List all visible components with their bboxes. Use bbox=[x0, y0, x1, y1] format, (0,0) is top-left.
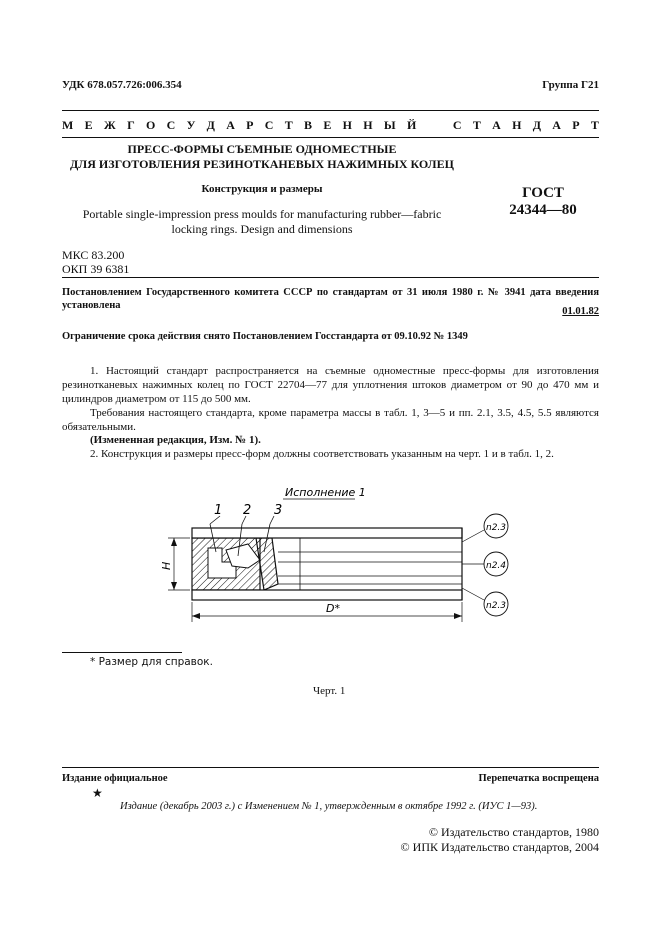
paragraph-3: 2. Конструкция и размеры пресс-форм должны соответствовать указанным на черт. 1 и в табл. 1, 2. bbox=[90, 448, 554, 460]
paragraph-1: 1. Настоящий стандарт распространяется на съемные одноместные пресс-формы для изготовления резинотканевых нажимных колец по ГОСТ 22704—77 для уплотнения штоков диаметром от 90 до 470 мм и цилиндров диаметром от 115 до 500 мм. bbox=[62, 365, 599, 405]
variant-label: Исполнение 1 bbox=[285, 486, 366, 499]
limitation-note: Ограничение срока действия снято Постановлением Госстандарта от 09.10.92 № 1349 bbox=[62, 331, 468, 342]
footnote-rule bbox=[62, 652, 182, 653]
banner-letter: В bbox=[304, 118, 313, 132]
banner-letter: С bbox=[452, 118, 462, 132]
udk-code: УДК 678.057.726:006.354 bbox=[62, 79, 182, 91]
banner-letter: Ж bbox=[103, 118, 116, 132]
title-line-2: ДЛЯ ИЗГОТОВЛЕНИЯ РЕЗИНОТКАНЕВЫХ НАЖИМНЫХ КОЛЕЦ bbox=[70, 157, 454, 171]
banner-letter: А bbox=[552, 118, 561, 132]
mould-drawing bbox=[150, 480, 530, 630]
banner-letter: Н bbox=[342, 118, 352, 132]
group-code: Группа Г21 bbox=[542, 79, 599, 91]
english-title-line-1: Portable single-impression press moulds for manufacturing rubber—fabric bbox=[82, 207, 442, 221]
effective-date: 01.01.82 bbox=[562, 306, 599, 317]
footnote: * Размер для справок. bbox=[90, 656, 213, 668]
finish-bot: n2.3 bbox=[486, 601, 507, 611]
english-title bbox=[62, 207, 462, 237]
title-line-1: ПРЕСС-ФОРМЫ СЪЕМНЫЕ ОДНОМЕСТНЫЕ bbox=[127, 142, 397, 156]
banner-letter: Т bbox=[284, 118, 293, 132]
banner-letter: Н bbox=[512, 118, 522, 132]
top-rule bbox=[62, 110, 599, 111]
document-title bbox=[62, 142, 462, 172]
leader-1: 1 bbox=[214, 503, 223, 518]
gost-label: ГОСТ bbox=[522, 185, 564, 201]
banner-letter: А bbox=[226, 118, 235, 132]
dim-d-label: D* bbox=[326, 602, 340, 615]
banner-letter: Г bbox=[127, 118, 135, 132]
copyright-1: © Издательство стандартов, 1980 bbox=[428, 825, 599, 839]
height-dimension bbox=[160, 538, 190, 590]
okp-code: ОКП 39 6381 bbox=[62, 262, 130, 276]
banner-letter: Т bbox=[590, 118, 599, 132]
footer-rule bbox=[62, 767, 599, 768]
banner-letter: Й bbox=[406, 118, 417, 132]
edition-note: Издание (декабрь 2003 г.) с Изменением № 1, утвержденным в октябре 1992 г. (ИУС 1—93). bbox=[120, 801, 538, 812]
copyright-2: © ИПК Издательство стандартов, 2004 bbox=[400, 840, 599, 854]
english-title-line-2: locking rings. Design and dimensions bbox=[171, 222, 353, 236]
banner-letter: Т bbox=[472, 118, 481, 132]
diameter-dimension bbox=[192, 602, 462, 622]
banner-letter: М bbox=[62, 118, 74, 132]
interstate-standard-banner bbox=[62, 118, 599, 133]
banner-letter: А bbox=[492, 118, 501, 132]
banner-letter: О bbox=[145, 118, 156, 132]
banner-letter: С bbox=[166, 118, 176, 132]
codes-rule bbox=[62, 277, 599, 278]
banner-letter: Д bbox=[532, 118, 541, 132]
star-mark: ★ bbox=[92, 786, 103, 800]
banner-letter: Н bbox=[363, 118, 373, 132]
banner-letter: У bbox=[186, 118, 196, 132]
official-edition: Издание официальное bbox=[62, 773, 168, 784]
banner-letter: Ы bbox=[383, 118, 396, 132]
finish-mid: n2.4 bbox=[486, 561, 507, 571]
finish-top: n2.3 bbox=[486, 523, 507, 533]
banner-letter: Д bbox=[206, 118, 215, 132]
surface-finish-marks bbox=[462, 514, 508, 616]
paragraph-2: Требования настоящего стандарта, кроме параметра массы в табл. 1, 3—5 и пп. 2.1, 3.5, 4.5, 5.5 являются обязательными. bbox=[62, 407, 599, 433]
mould-body bbox=[192, 528, 462, 600]
decree-text: Постановлением Государственного комитета СССР по стандартам от 31 июля 1980 г. № 3941 дата введения установлена bbox=[62, 287, 599, 311]
banner-letter: С bbox=[264, 118, 274, 132]
copyright-block bbox=[401, 825, 599, 855]
gost-number: 24344—80 bbox=[509, 202, 577, 218]
banner-letter: Р bbox=[572, 118, 580, 132]
leader-2: 2 bbox=[243, 503, 252, 518]
reprint-forbidden: Перепечатка воспрещена bbox=[478, 773, 599, 784]
gost-number-block bbox=[488, 185, 598, 219]
amendment-note: (Измененная редакция, Изм. № 1). bbox=[90, 434, 261, 446]
banner-letter: Е bbox=[323, 118, 332, 132]
leader-3: 3 bbox=[274, 503, 283, 518]
banner-letter: Е bbox=[84, 118, 93, 132]
banner-letter: Р bbox=[246, 118, 254, 132]
dim-h-label: H bbox=[160, 561, 173, 570]
figure-caption: Черт. 1 bbox=[313, 685, 346, 697]
banner-rule bbox=[62, 137, 599, 138]
mks-code: МКС 83.200 bbox=[62, 248, 125, 262]
classification-codes bbox=[62, 248, 129, 276]
document-subtitle: Конструкция и размеры bbox=[201, 183, 323, 195]
